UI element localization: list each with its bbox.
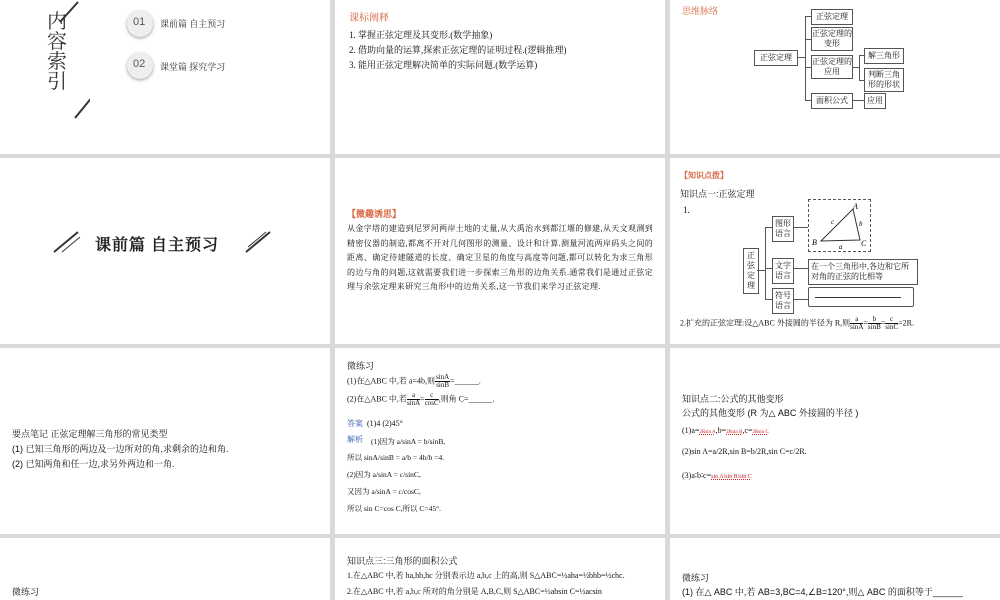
mindmap-heading: 思维脉络 bbox=[682, 6, 719, 16]
triangle-figure-box bbox=[808, 199, 871, 252]
note-title: 要点笔记 正弦定理解三角形的常见类型 bbox=[12, 429, 168, 439]
banner-title: 课前篇 自主预习 bbox=[95, 237, 220, 254]
mindmap-leaf-1: 解三角形 bbox=[864, 48, 904, 64]
slide-practice-3[interactable] bbox=[670, 538, 1000, 600]
knowledge3-title: 知识点三:三角形的面积公式 bbox=[347, 556, 458, 566]
practice1-analysis: (1)因为 a/sinA = b/sinB, bbox=[371, 437, 446, 446]
mindmap-connector bbox=[852, 100, 864, 101]
slide-knowledge-3[interactable] bbox=[335, 538, 665, 600]
knowledge2-line-3: (3)a∶b∶c=sin A∶sin B∶sin C bbox=[682, 471, 752, 480]
practice1-title: 微练习 bbox=[347, 361, 375, 371]
slide-toc[interactable] bbox=[0, 0, 330, 154]
slide-knowledge-2[interactable] bbox=[670, 348, 1000, 534]
intro-heading: 【微趣诱思】 bbox=[347, 209, 402, 219]
theorem-connector bbox=[765, 227, 772, 228]
slide-curriculum[interactable] bbox=[335, 0, 665, 154]
practice2-title: 微练习 bbox=[12, 587, 40, 597]
tri-label-C: C bbox=[861, 239, 867, 248]
tri-label-c: c bbox=[831, 218, 835, 226]
knowledge1-title: 知识点一:正弦定理 bbox=[680, 189, 755, 199]
row-symbol-label: 符号语言 bbox=[772, 288, 794, 314]
knowledge2-subtitle: 公式的其他变形 (R 为△ ABC 外接圆的半径 ) bbox=[682, 408, 859, 418]
practice1-analysis-body: 所以 sinA/sinB = a/b = 4b/b =4. (2)因为 a/sinA = c/sinC, 又因为 a/sinA = c/cosC, 所以 sin C=cos C,所以 C=45°. bbox=[347, 453, 445, 513]
knowledge3-line-2: 2.在△ABC 中,若 a,b,c 所对的角分别是 A,B,C,则 S△ABC=½absin C=½acsin bbox=[347, 587, 602, 596]
mindmap-leaf-3: 应用 bbox=[864, 93, 886, 109]
theorem-connector bbox=[793, 299, 808, 300]
theorem-label: 正弦定理 bbox=[743, 248, 759, 294]
slide-knowledge-1[interactable] bbox=[670, 158, 1000, 344]
curriculum-heading: 课标阐释 bbox=[349, 13, 389, 24]
knowledge1-heading: 【知识点拨】 bbox=[680, 171, 728, 180]
practice1-analysis-label: 解析 bbox=[347, 435, 363, 444]
slide-note[interactable] bbox=[0, 348, 330, 534]
row-text-label: 文字语言 bbox=[772, 258, 794, 284]
mindmap-node-1: 正弦定理 bbox=[811, 9, 853, 25]
slide-mindmap[interactable] bbox=[670, 0, 1000, 154]
practice1-q2: (2)在△ABC 中,若 $\frac{a}{\sin A}$ = $\frac{c}{\cos C}$ ,则角 C=______. bbox=[347, 391, 495, 407]
curriculum-item-1: 1. 掌握正弦定理及其变形.(数学抽象) bbox=[349, 30, 493, 40]
toc-item-1-label[interactable]: 课前篇 自主预习 bbox=[160, 19, 226, 29]
knowledge3-line-1: 1.在△ABC 中,若 ha,hb,hc 分别表示边 a,b,c 上的高,则 S△ABC=½aha=½bhb=½chc. bbox=[347, 571, 625, 580]
banner-slash-right-icon bbox=[244, 230, 274, 254]
note-item-1: (1) 已知三角形的两边及一边所对的角,求剩余的边和角. bbox=[12, 444, 229, 454]
text-language-box: 在一个三角形中,各边和它所对角的正弦的比相等 bbox=[808, 259, 918, 285]
tri-label-a: a bbox=[839, 243, 843, 251]
mindmap-leaf-2: 判断三角形的形状 bbox=[864, 68, 904, 92]
mindmap-node-3: 正弦定理的应用 bbox=[811, 55, 853, 79]
note-item-2: (2) 已知两角和任一边,求另外两边和一角. bbox=[12, 459, 175, 469]
theorem-connector bbox=[793, 227, 808, 228]
toc-item-2-label[interactable]: 课堂篇 探究学习 bbox=[160, 62, 226, 72]
slide-practice-2[interactable] bbox=[0, 538, 330, 600]
practice1-answer: 答案 (1)4 (2)45° bbox=[347, 419, 403, 428]
practice1-q1: (1)在△ABC 中,若 a=4b,则 $\frac{\sin A}{\sin B}$ =______. bbox=[347, 373, 481, 389]
theorem-connector bbox=[765, 268, 772, 269]
theorem-connector bbox=[765, 227, 766, 299]
practice3-q1: (1) 在△ ABC 中,若 AB=3,BC=4,∠B=120°,则△ ABC 的面积等于______ bbox=[682, 587, 963, 597]
knowledge1-item-1: 1. bbox=[683, 205, 690, 215]
slide-intro[interactable] bbox=[335, 158, 665, 344]
knowledge1-item-2: 2.扩充的正弦定理:设△ABC 外接圆的半径为 R,则 $\frac{a}{\sin A}$ = $\frac{b}{\sin B}$ = $\frac{c}{\sin C}$ =2R. bbox=[680, 315, 914, 331]
practice3-title: 微练习 bbox=[682, 573, 710, 583]
mindmap-node-2: 正弦定理的变形 bbox=[811, 27, 853, 51]
toc-item-1-num: 01 bbox=[133, 16, 146, 28]
curriculum-item-3: 3. 能用正弦定理解决简单的实际问题.(数学运算) bbox=[349, 60, 538, 70]
symbol-language-box bbox=[808, 287, 914, 307]
banner-slash-left-icon bbox=[52, 230, 82, 254]
knowledge2-title: 知识点二:公式的其他变形 bbox=[682, 394, 784, 404]
mindmap-root: 正弦定理 bbox=[754, 50, 798, 66]
tri-label-B: B bbox=[812, 238, 817, 247]
intro-body: 从金字塔的建造到尼罗河两岸土地的丈量,从大禹治水到都江堰的修建,从天文观测到精密仪器的制造,都离不开对几何图形的测量、设计和计算.测量河流两岸码头之间的距离、确定待建隧道的长度、确定卫星的角度与高度等问题,都可以转化为求三角形的边与角的问题,这就需要我们进一步探索三角形的边角关系.通常我们是通过正弦定理与余弦定理来研究三角形中的边角关系,这一节我们来学习正弦定理. bbox=[347, 224, 653, 291]
theorem-connector bbox=[765, 299, 772, 300]
knowledge2-line-2: (2)sin A=a/2R,sin B=b/2R,sin C=c/2R. bbox=[682, 447, 807, 456]
tri-label-A: A bbox=[853, 202, 858, 211]
triangle-icon bbox=[809, 200, 870, 251]
toc-item-2-num: 02 bbox=[133, 58, 146, 70]
theorem-connector bbox=[793, 268, 808, 269]
tri-label-b: b bbox=[859, 220, 863, 228]
mindmap-connector bbox=[852, 67, 859, 68]
theorem-connector bbox=[757, 270, 765, 271]
curriculum-item-2: 2. 借助向量的运算,探索正弦定理的证明过程.(逻辑推理) bbox=[349, 45, 567, 55]
mindmap-connector bbox=[859, 55, 860, 80]
row-graphic-label: 图形语言 bbox=[772, 216, 794, 242]
mindmap-connector bbox=[797, 57, 805, 58]
mindmap-node-4: 面积公式 bbox=[811, 93, 853, 109]
knowledge2-line-1: (1)a=2Rsin A,b=2Rsin B,c=2Rsin C bbox=[682, 426, 769, 435]
slide-practice-1[interactable] bbox=[335, 348, 665, 534]
mindmap-connector bbox=[805, 16, 806, 100]
slide-section-banner[interactable] bbox=[0, 158, 330, 344]
toc-title: 内 容 索 引 bbox=[47, 11, 67, 93]
